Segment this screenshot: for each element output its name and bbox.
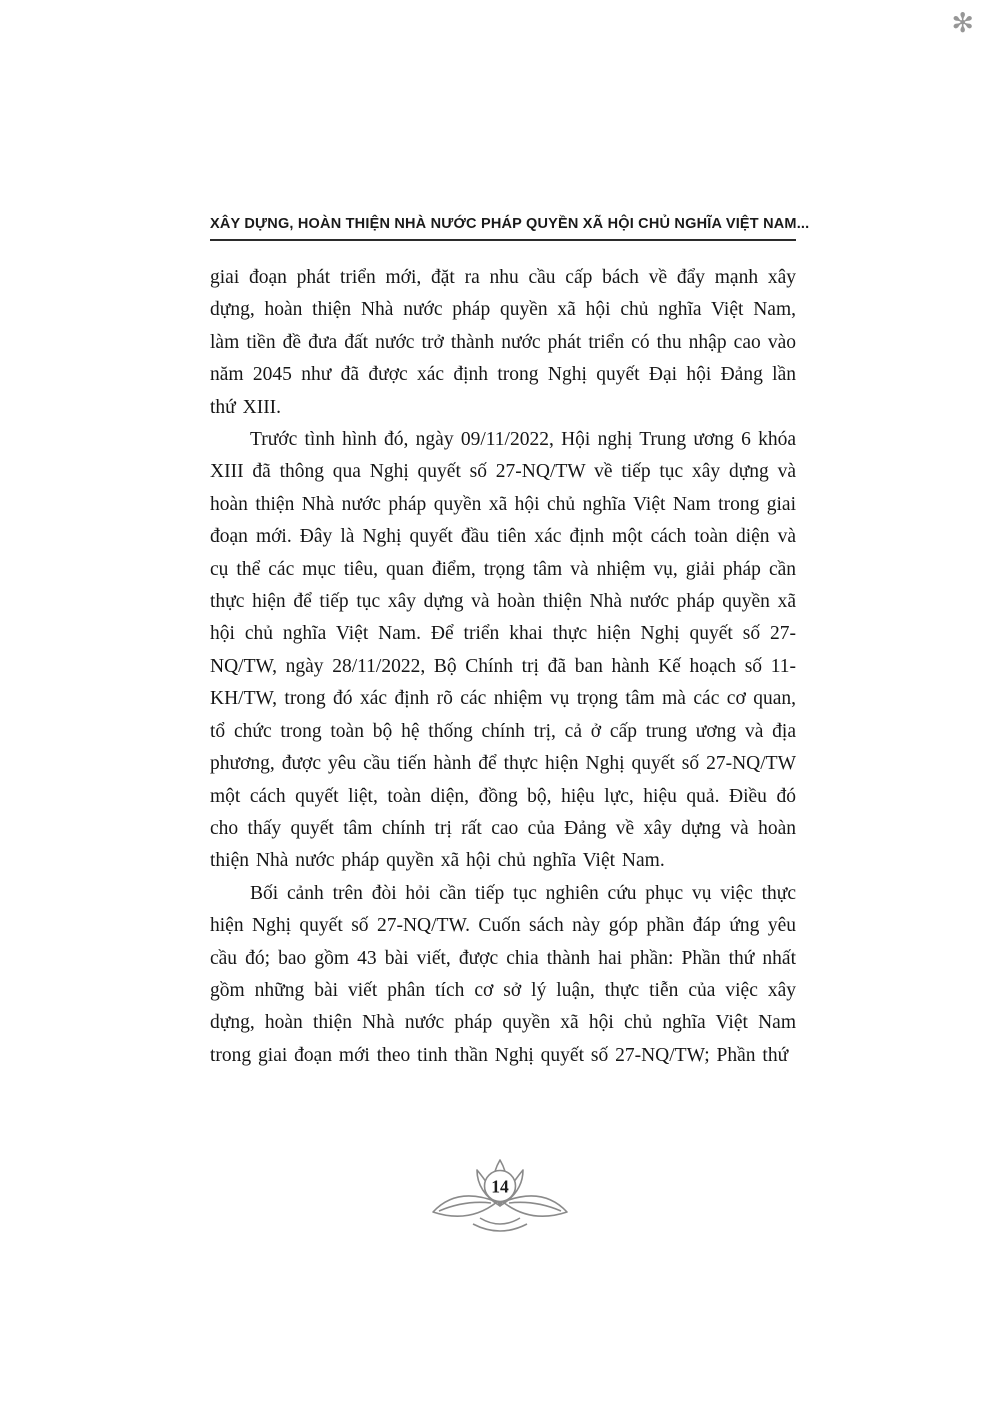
page-number: 14 — [491, 1176, 509, 1197]
running-header-title: XÂY DỰNG, HOÀN THIỆN NHÀ NƯỚC PHÁP QUYỀN XÃ HỘI CHỦ NGHĨA VIỆT NAM... — [210, 216, 810, 232]
corner-flower-icon: ✻ — [951, 8, 974, 39]
page-content — [210, 216, 810, 1072]
paragraph: giai đoạn phát triển mới, đặt ra nhu cầu cấp bách về đẩy mạnh xây dựng, hoàn thiện Nhà nước pháp quyền xã hội chủ nghĩa Việt Nam, làm tiền đề đưa đất nước trở thành nước phát triển có thu nhập cao vào năm 2045 như đã được xác định trong Nghị quyết Đại hội Đảng lần thứ XIII. — [210, 267, 796, 418]
lotus-icon — [425, 1156, 575, 1238]
paragraph: Bối cảnh trên đòi hỏi cần tiếp tục nghiên cứu phục vụ việc thực hiện Nghị quyết số 27-NQ/TW. Cuốn sách này góp phần đáp ứng yêu cầu đó; bao gồm 43 bài viết, được chia thành hai phần: Phần thứ nhất gồm những bài viết phân tích cơ sở lý luận, thực tiễn của việc xây dựng, hoàn thiện Nhà nước pháp quyền xã hội chủ nghĩa Việt Nam trong giai đoạn mới theo tinh thần Nghị quyết số 27-NQ/TW; Phần thứ — [210, 882, 796, 1066]
paragraph: Trước tình hình đó, ngày 09/11/2022, Hội nghị Trung ương 6 khóa XIII đã thông qua Nghị quyết số 27-NQ/TW về tiếp tục xây dựng và hoàn thiện Nhà nước pháp quyền xã hội chủ nghĩa Việt Nam trong giai đoạn mới. Đây là Nghị quyết đầu tiên xác định một cách toàn diện và cụ thể các mục tiêu, quan điểm, trọng tâm và nhiệm vụ, giải pháp cần thực hiện để tiếp tục xây dựng và hoàn thiện Nhà nước pháp quyền xã hội chủ nghĩa Việt Nam. Để triển khai thực hiện Nghị quyết số 27-NQ/TW, ngày 28/11/2022, Bộ Chính trị đã ban hành Kế hoạch số 11-KH/TW, trong đó xác định rõ các nhiệm vụ trọng tâm mà các cơ quan, tổ chức trong toàn bộ hệ thống chính trị, cả ở cấp trung ương và địa phương, được yêu cầu tiến hành để thực hiện Nghị quyết số 27-NQ/TW một cách quyết liệt, toàn diện, đồng bộ, hiệu lực, hiệu quả. Điều đó cho thấy quyết tâm chính trị rất cao của Đảng về xây dựng và hoàn thiện Nhà nước pháp quyền xã hội chủ nghĩa Việt Nam. — [210, 429, 796, 872]
page-footer — [0, 1156, 1000, 1238]
running-header — [210, 216, 810, 241]
lotus-ornament — [425, 1156, 575, 1238]
